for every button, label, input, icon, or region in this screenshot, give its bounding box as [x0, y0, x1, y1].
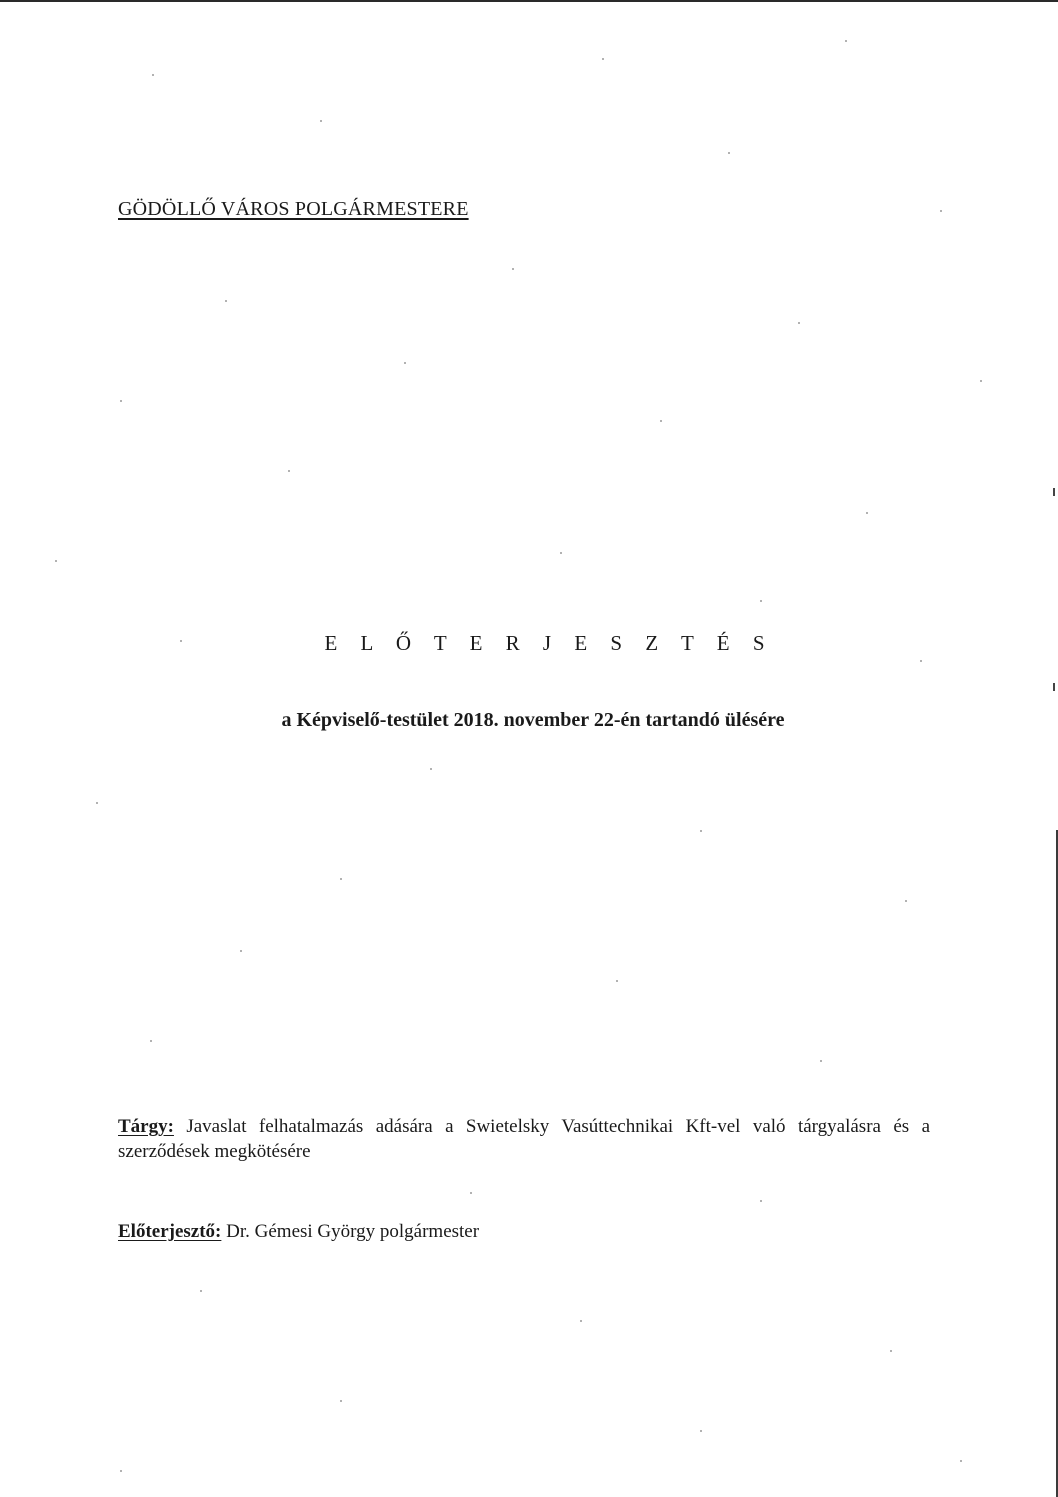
presenter-value: Dr. Gémesi György polgármester: [226, 1221, 480, 1242]
presenter-field: [118, 1219, 930, 1244]
subject-value: Javaslat felhatalmazás adására a Swietelsky Vasúttechnikai Kft-vel való tárgyalásra és a szerződések megkötésére: [118, 1116, 931, 1162]
scan-edge-mark: [1053, 683, 1055, 691]
subject-field: [118, 1114, 930, 1164]
document-subtitle: a Képviselő-testület 2018. november 22-én tartandó ülésére: [281, 709, 785, 731]
scan-top-edge: [0, 0, 1058, 2]
scan-edge-mark: [1053, 488, 1055, 496]
issuer-heading: GÖDÖLLŐ VÁROS POLGÁRMESTERE: [118, 198, 469, 220]
presenter-label: Előterjesztő:: [118, 1221, 222, 1242]
subject-label: Tárgy:: [118, 1116, 174, 1137]
document-title: E L Ő T E R J E S Z T É S: [324, 631, 774, 655]
